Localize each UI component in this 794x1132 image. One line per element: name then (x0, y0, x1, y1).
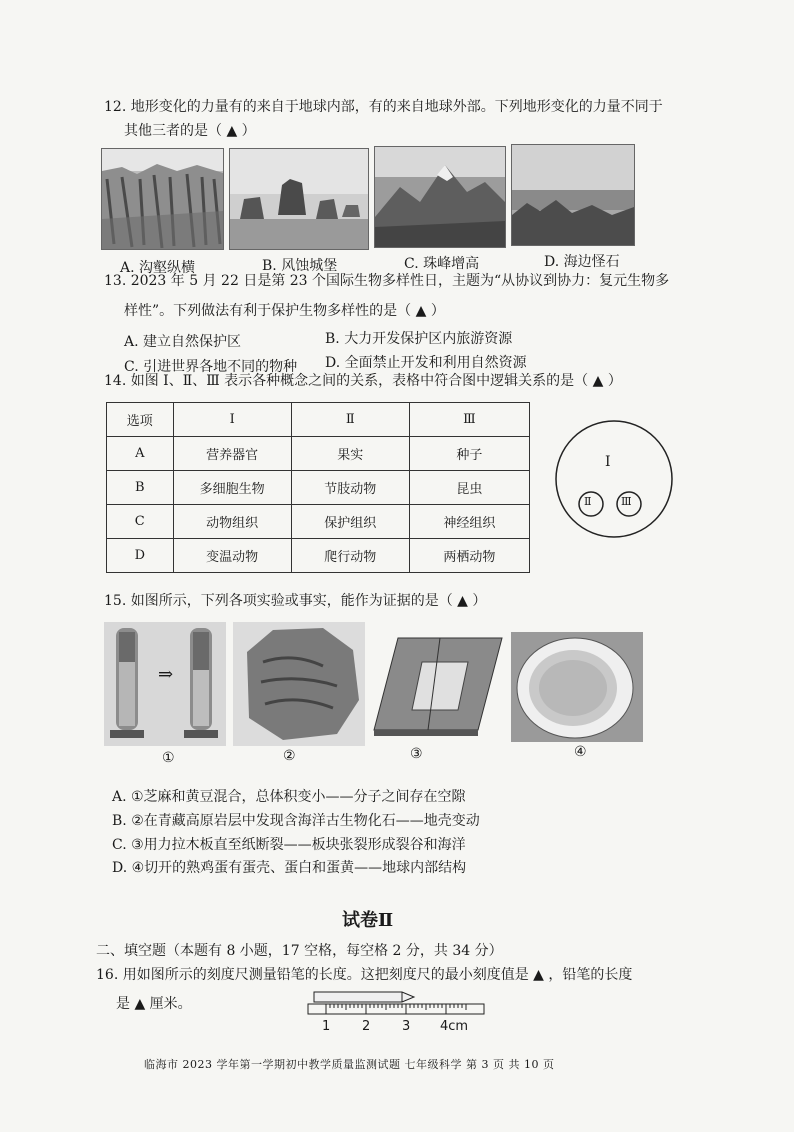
q16-ruler-figure (306, 986, 486, 1036)
table-cell: 节肢动物 (291, 471, 409, 505)
table-cell: 种子 (409, 437, 529, 471)
q12-caption-c: C. 珠峰增高 (404, 256, 480, 272)
q15-figure-4-egg (511, 632, 643, 742)
ruler-label-1: 1 (322, 1019, 331, 1034)
q15-option-c: C. ③用力拉木板直至纸断裂——板块张裂形成裂谷和海洋 (112, 837, 466, 853)
q16-stem-line1: 16. 用如图所示的刻度尺测量铅笔的长度。这把刻度尺的最小刻度值是 ▲ ，铅笔的长度 (96, 967, 633, 983)
table-cell: 昆虫 (409, 471, 529, 505)
table-cell: C (107, 505, 174, 539)
table-cell: 两栖动物 (409, 539, 529, 573)
ruler-label-3: 3 (402, 1019, 411, 1034)
q14-header-option: 选项 (107, 403, 174, 437)
q14-table (106, 402, 530, 573)
q14-header-1: Ⅰ (173, 403, 291, 437)
q15-option-d: D. ④切开的熟鸡蛋有蛋壳、蛋白和蛋黄——地球内部结构 (112, 860, 467, 876)
q12-photo-wind-castle (229, 148, 369, 250)
q15-figure-label-2: ② (283, 748, 296, 764)
q12-photo-ravines (101, 148, 224, 250)
q12-photo-everest (374, 146, 506, 248)
q15-figure-label-4: ④ (574, 744, 587, 760)
table-row (107, 505, 530, 539)
q14-venn-diagram (553, 418, 675, 540)
q13-option-b: B. 大力开发保护区内旅游资源 (325, 331, 513, 347)
q12-caption-d: D. 海边怪石 (544, 254, 620, 270)
table-row (107, 437, 530, 471)
q15-figure-3-boards (372, 634, 504, 738)
q15-figure-label-1: ① (162, 750, 175, 766)
arrow-icon: ⇒ (158, 664, 174, 685)
table-cell: 营养器官 (173, 437, 291, 471)
table-row (107, 471, 530, 505)
q14-venn-svg (553, 418, 675, 540)
q14-header-3: Ⅲ (409, 403, 529, 437)
q13-stem-line2: 样性”。下列做法有利于保护生物多样性的是（ ▲ ） (124, 303, 445, 319)
page-footer: 临海市 2023 学年第一学期初中教学质量监测试题 七年级科学 第 3 页 共 10 页 (144, 1058, 555, 1071)
q12-caption-a: A. 沟壑纵横 (120, 260, 196, 276)
q15-stem: 15. 如图所示，下列各项实验或事实，能作为证据的是（ ▲ ） (104, 593, 487, 609)
table-cell: 变温动物 (173, 539, 291, 573)
venn-label-2: Ⅱ (584, 495, 592, 508)
q15-figure-label-3: ③ (410, 746, 423, 762)
q14-table-header-row (107, 403, 530, 437)
q13-option-a: A. 建立自然保护区 (124, 334, 242, 350)
ruler-label-2: 2 (362, 1019, 371, 1034)
section-heading: 二、填空题（本题有 8 小题，17 空格，每空格 2 分，共 34 分） (96, 943, 503, 959)
q12-photo-sea-rocks (511, 144, 635, 246)
q13-option-d: D. 全面禁止开发和利用自然资源 (325, 355, 527, 371)
table-cell: B (107, 471, 174, 505)
q14-stem: 14. 如图 Ⅰ、Ⅱ、Ⅲ 表示各种概念之间的关系，表格中符合图中逻辑关系的是（ ▲ ） (104, 373, 622, 389)
q15-figure-1-tubes (104, 622, 226, 746)
q14-header-2: Ⅱ (291, 403, 409, 437)
table-cell: 保护组织 (291, 505, 409, 539)
q15-figure-2-fossil (233, 622, 365, 746)
section-title: 试卷Ⅱ (342, 910, 394, 931)
table-cell: 爬行动物 (291, 539, 409, 573)
q12-stem-line2: 其他三者的是（ ▲ ） (124, 123, 256, 139)
table-cell: 果实 (291, 437, 409, 471)
venn-label-1: Ⅰ (605, 454, 611, 470)
q15-option-a: A. ①芝麻和黄豆混合，总体积变小——分子之间存在空隙 (112, 789, 466, 805)
table-cell: 多细胞生物 (173, 471, 291, 505)
table-cell: 神经组织 (409, 505, 529, 539)
ruler-pencil-svg (306, 986, 486, 1020)
table-cell: A (107, 437, 174, 471)
q12-stem-line1: 12. 地形变化的力量有的来自于地球内部，有的来自地球外部。下列地形变化的力量不同于 (104, 99, 663, 115)
q12-caption-b: B. 风蚀城堡 (262, 258, 338, 274)
venn-label-3: Ⅲ (621, 495, 632, 508)
table-cell: D (107, 539, 174, 573)
q13-stem-line1: 13. 2023 年 5 月 22 日是第 23 个国际生物多样性日，主题为“从协议到协力：复元生物多 (104, 273, 670, 289)
ruler-label-4cm: 4cm (440, 1019, 469, 1034)
q16-stem-line2: 是 ▲ 厘米。 (116, 996, 192, 1012)
table-row (107, 539, 530, 573)
table-cell: 动物组织 (173, 505, 291, 539)
q15-option-b: B. ②在青藏高原岩层中发现含海洋古生物化石——地壳变动 (112, 813, 480, 829)
q13-option-c: C. 引进世界各地不同的物种 (124, 359, 298, 375)
